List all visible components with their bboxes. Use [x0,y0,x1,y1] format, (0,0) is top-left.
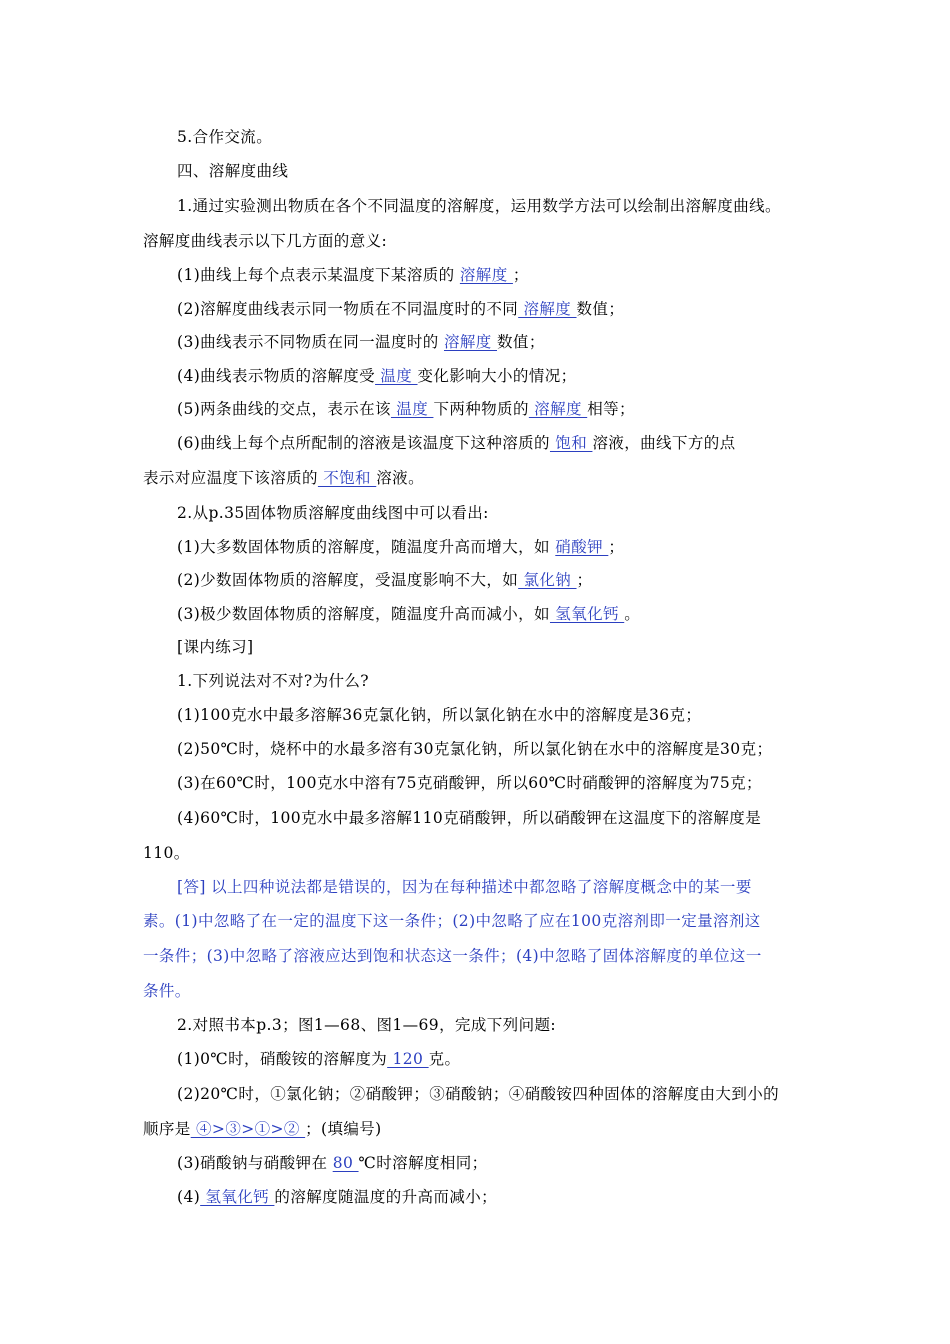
list-item [177,332,545,352]
text: 溶液，曲线下方的点 [592,434,736,452]
answer-blank: 硝酸钾 [555,538,609,556]
text: 数值； [497,333,545,351]
text: ； [576,571,593,589]
text: ；(填编号) [305,1120,382,1138]
answer-blank: 120 [387,1050,429,1068]
answer-blank: 氯化钠 [518,571,577,589]
question-title: 2.对照书本p.3；图1—68、图1—69，完成下列问题: [177,1016,556,1034]
text: (1)大多数固体物质的溶解度，随温度升高而增大，如 [177,538,556,556]
answer-blank: 溶解度 [443,333,498,351]
text: (2)少数固体物质的溶解度，受温度影响不大，如 [177,571,519,589]
text: ℃时溶解度相同； [358,1154,488,1172]
list-item [177,399,635,419]
list-item [177,604,640,624]
text: 的溶解度随温度的升高而减小； [274,1188,498,1206]
question-item: (2)50℃时，烧杯中的水最多溶有30克氯化钠，所以氯化钠在水中的溶解度是30克； [177,740,773,758]
answer-blank: 温度 [390,400,434,418]
answer-line: 一条件；(3)中忽略了溶液应达到饱和状态这一条件；(4)中忽略了固体溶解度的单位这一 [143,947,762,965]
text: (6)曲线上每个点所配制的溶液是该温度下这种溶质的 [177,434,550,452]
text: (4) [177,1188,201,1206]
question-title: 1.下列说法对不对?为什么? [177,672,370,690]
list-item-continued [143,468,424,488]
text: (5)两条曲线的交点，表示在该 [177,400,391,418]
question-item-continued: 110。 [143,844,190,862]
paragraph-line: 1.通过实验测出物质在各个不同温度的溶解度，运用数学方法可以绘制出溶解度曲线。 [177,197,781,215]
answer-blank: 饱和 [549,434,593,452]
text: 溶液。 [376,469,424,487]
list-item [177,366,577,386]
section-heading: 四、溶解度曲线 [177,162,289,180]
question-item: (4)60℃时，100克水中最多溶解110克硝酸钾，所以硝酸钾在这温度下的溶解度是 [177,809,762,827]
paragraph-line: 溶解度曲线表示以下几方面的意义: [143,232,388,250]
text: (4)曲线表示物质的溶解度受 [177,367,376,385]
answer-blank: ④>③>①>② [190,1120,306,1138]
section-item-5: 5.合作交流。 [177,128,273,146]
text: 相等； [587,400,635,418]
question-item-continued [143,1119,382,1139]
paragraph-line: 2.从p.35固体物质溶解度曲线图中可以看出: [177,504,489,522]
question-item [177,1187,497,1207]
answer-line: 素。(1)中忽略了在一定的温度下这一条件；(2)中忽略了应在100克溶剂即一定量溶剂这 [143,912,761,930]
section-label: [课内练习] [177,638,254,656]
text: 数值； [576,300,625,318]
text: (1)0℃时，硝酸铵的溶解度为 [177,1050,388,1068]
list-item [177,299,624,319]
answer-blank: 溶解度 [518,300,577,318]
text: (1)曲线上每个点表示某温度下某溶质的 [177,266,460,284]
answer-line: 条件。 [143,982,191,1000]
text: 表示对应温度下该溶质的 [143,469,318,487]
answer-blank: 不饱和 [317,469,377,487]
answer-blank: 氢氧化钙 [200,1188,275,1206]
answer-blank: 溶解度 [459,266,513,284]
answer-blank: 80 [332,1154,359,1172]
question-item: (2)20℃时，①氯化钠；②硝酸钾；③硝酸钠；④硝酸铵四种固体的溶解度由大到小的 [177,1085,780,1103]
text: (3)曲线表示不同物质在同一温度时的 [177,333,444,351]
answer-blank: 温度 [375,367,418,385]
question-item: (3)在60℃时，100克水中溶有75克硝酸钾，所以60℃时硝酸钾的溶解度为75克； [177,774,762,792]
text: 克。 [428,1050,461,1068]
list-item [177,570,592,590]
text: (2)溶解度曲线表示同一物质在不同温度时的不同 [177,300,519,318]
question-item [177,1049,460,1069]
text: 顺序是 [143,1120,191,1138]
text: ； [608,538,625,556]
answer-blank: 溶解度 [528,400,588,418]
answer-line: [答] 以上四种说法都是错误的，因为在每种描述中都忽略了溶解度概念中的某一要 [177,878,752,896]
list-item [177,537,624,557]
text: 变化影响大小的情况； [417,367,577,385]
text: (3)硝酸钠与硝酸钾在 [177,1154,333,1172]
answer-blank: 氢氧化钙 [549,605,625,623]
question-item: (1)100克水中最多溶解36克氯化钠，所以氯化钠在水中的溶解度是36克； [177,706,702,724]
question-item [177,1153,488,1173]
text: (3)极少数固体物质的溶解度，随温度升高而减小，如 [177,605,550,623]
text: ； [512,266,529,284]
list-item [177,433,736,453]
text: 。 [624,605,641,623]
list-item [177,265,529,285]
text: 下两种物质的 [433,400,529,418]
